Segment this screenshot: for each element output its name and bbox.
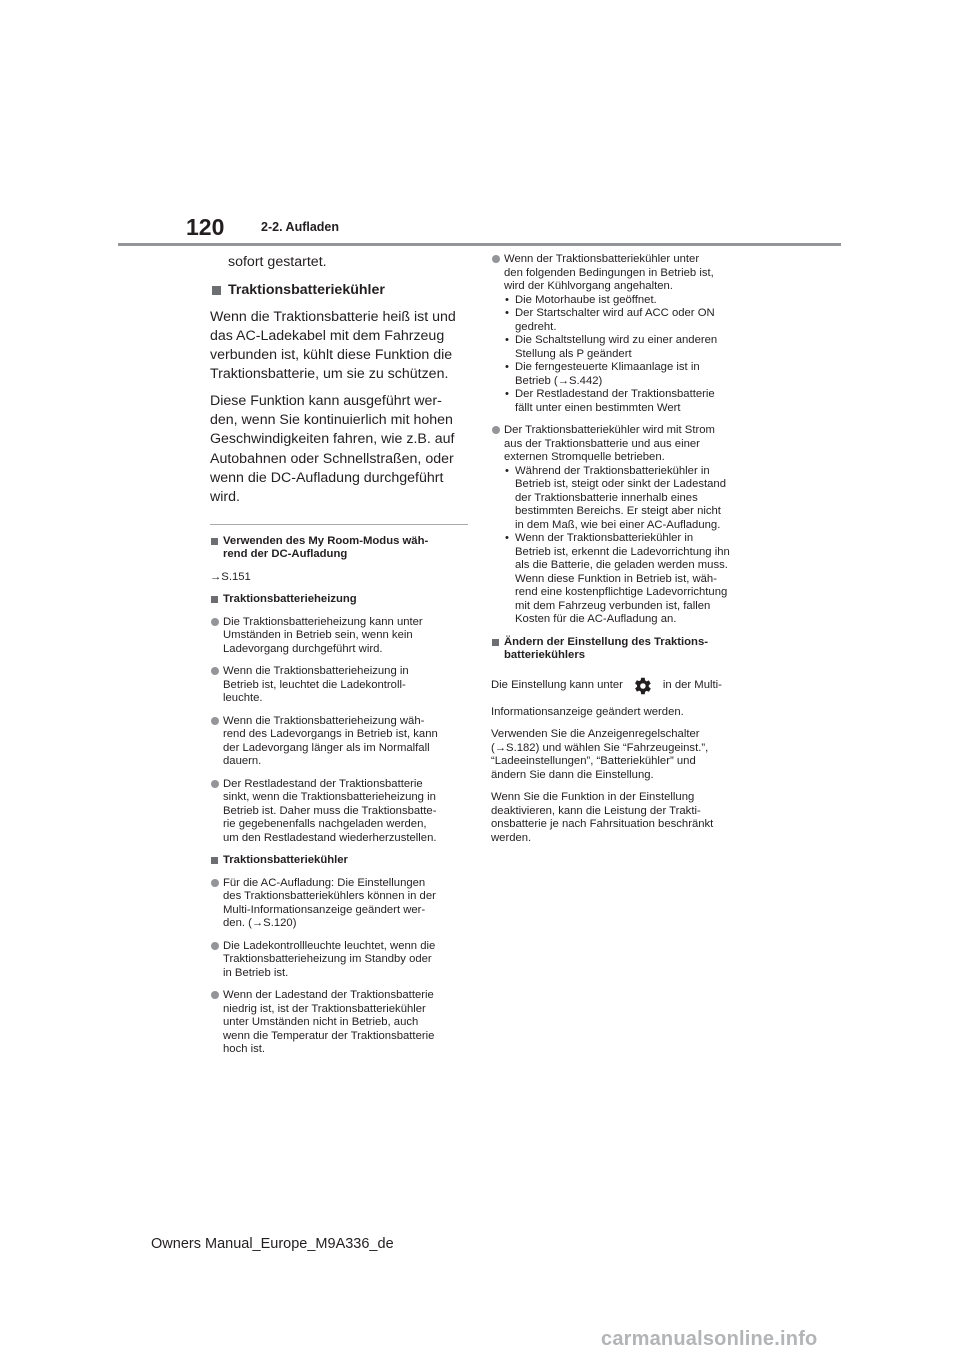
text-line: rie gegebenenfalls nachgeladen werden, [223,818,427,831]
bullet-item [491,424,753,627]
text-line: Der Restladestand der Traktionsbatterie [515,388,715,400]
text-line: Wenn die Traktionsbatterie heiß ist und [210,308,456,325]
circle-bullet-icon [211,991,219,999]
text-line: in der Multi- [662,678,722,691]
text-line: niedrig ist, ist der Traktionsbatteriekühler [223,1002,426,1015]
text-line: Stellung als P geändert [515,347,632,360]
dot-bullet-icon: • [505,361,509,373]
text-line: Die Traktionsbatterieheizung kann unter [223,615,423,628]
text-line: Betrieb (→S.442) [515,374,603,387]
text-line: externen Stromquelle betrieben. [504,451,665,463]
text-line: “Ladeeinstellungen”, “Batteriekühler” und [491,755,696,767]
text-line: den, wenn Sie kontinuierlich mit hohen [210,412,453,429]
text-line: Betrieb ist, erkennt die Ladevorrichtung ihn [515,545,730,558]
sub-bullet-item [504,294,753,308]
sub-bullet-item [504,532,753,627]
note-heading-heater [210,593,468,607]
text-line: mit dem Fahrzeug verbunden ist, fallen [515,599,711,612]
text-line: Ändern der Einstellung des Traktions- [504,635,709,648]
text-line: den. (→S.120) [223,917,297,930]
text-line: hoch ist. [223,1043,266,1056]
text-line: Wenn Sie die Funktion in der Einstellung [491,791,695,803]
note-heading-cooler [210,854,468,868]
dot-bullet-icon: • [505,532,509,544]
text-line: in dem Maß, wie bei einer AC-Aufladung. [515,518,721,531]
dot-bullet-icon: • [505,293,509,306]
text-line: Der Startschalter wird auf ACC oder ON [515,307,715,319]
text-line: Geschwindigkeiten fahren, wie z.B. auf [210,431,455,448]
circle-bullet-icon [211,717,219,725]
text-line: werden. [491,831,532,844]
text-line: unter Umständen nicht in Betrieb, auch [223,1016,419,1029]
text-line: Kosten für die AC-Aufladung an. [515,613,677,625]
text-line: deaktivieren, kann die Leistung der Trakti- [491,804,701,817]
text-line: Für die AC-Aufladung: Die Einstellungen [223,876,426,889]
section-title: 2-2. Aufladen [261,220,340,234]
paragraph-deactivate [491,791,753,845]
bullet-item [210,989,468,1057]
square-bullet-icon [211,857,218,864]
sub-bullet-item [504,465,753,533]
text-line: Wenn diese Funktion in Betrieb ist, wäh- [515,572,717,585]
text-line: bestimmten Bereichs. Er steigt aber nicht [515,505,721,517]
footer-manual-id: Owners Manual_Europe_M9A336_de [151,1236,394,1252]
sub-bullet-item [504,307,753,334]
text-line: Traktionsbatterieheizung [223,593,357,606]
text-line: Die Schaltstellung wird zu einer anderen [515,334,718,346]
text-line: leuchte. [223,692,263,705]
sub-bullet-item [504,334,753,361]
text-line: dauern. [223,755,262,768]
circle-bullet-icon [492,426,500,434]
text-line: Wenn der Traktionsbatteriekühler in [515,532,694,544]
circle-bullet-icon [211,780,219,788]
page-reference: →S.151 [210,570,251,583]
bullet-item [210,778,468,846]
text-line: Verwenden des My Room-Modus wäh- [223,534,429,547]
section-heading-text: Traktionsbatteriekühler [228,282,385,299]
text-line: der Traktionsbatterie innerhalb eines [515,491,698,504]
right-column [491,253,753,854]
note-heading-my-room [210,535,468,562]
bullet-item [210,940,468,981]
circle-bullet-icon [211,879,219,887]
square-bullet-icon [492,639,499,646]
text-line: Wenn der Traktionsbatteriekühler unter [504,253,700,265]
text-line: wenn die Temperatur der Traktionsbatterie [223,1029,435,1042]
gear-icon [631,675,653,697]
text-line: Traktionsbatteriekühler [223,854,348,867]
square-bullet-icon [211,538,218,545]
text-line: aus der Traktionsbatterie und aus einer [504,437,700,450]
page-number: 120 [186,214,225,240]
note-heading-change-setting [491,636,753,663]
section-divider [210,524,468,525]
text-line: wird der Kühlvorgang angehalten. [504,280,673,292]
paragraph-cooling-conditions [210,392,468,508]
dot-bullet-icon: • [505,334,509,346]
text-line: in Betrieb ist. [223,966,289,979]
bullet-item [210,616,468,657]
text-line: ändern Sie dann die Einstellung. [491,768,654,781]
circle-bullet-icon [211,942,219,950]
text-line: Die ferngesteuerte Klimaanlage ist in [515,361,700,373]
section-heading [210,281,468,300]
text-line: Betrieb ist, steigt oder sinkt der Ladestand [515,478,726,490]
text-line: fällt unter einen bestimmten Wert [515,401,681,414]
circle-bullet-icon [211,667,219,675]
text-line: gedreht. [515,320,557,333]
text-line: Diese Funktion kann ausgeführt wer- [210,392,442,409]
dot-bullet-icon: • [505,307,509,319]
left-column [210,253,468,1066]
text-line: rend der DC-Aufladung [223,548,348,561]
text-line: wird. [210,489,240,506]
circle-bullet-icon [492,255,500,263]
bullet-item [210,665,468,706]
text-line: um den Restladestand wiederherzustellen. [223,831,437,844]
text-line: Während der Traktionsbatteriekühler in [515,464,710,477]
paragraph-cooling-purpose [210,308,468,385]
text-line: Die Ladekontrollleuchte leuchtet, wenn die [223,939,436,952]
text-line: als die Batterie, die geladen werden muss. [515,559,728,571]
dot-bullet-icon: • [505,464,509,477]
paragraph-instructions [491,728,753,782]
text-line: rend des Ladevorgangs in Betrieb ist, kann [223,728,438,741]
text-line: Wenn die Traktionsbatterieheizung in [223,665,409,678]
setting-line [491,675,753,697]
text-line: Autobahnen oder Schnellstraßen, oder [210,450,454,467]
sub-bullet-item [504,388,753,415]
text-line: den folgenden Bedingungen in Betrieb ist, [504,266,714,279]
text-line: verbunden ist, kühlt diese Funktion die [210,347,453,364]
text-line: Die Motorhaube ist geöffnet. [515,293,657,306]
circle-bullet-icon [211,618,219,626]
text-line: Traktionsbatterieheizung im Standby oder [223,953,432,966]
text-line: Wenn die Traktionsbatterieheizung wäh- [223,714,425,727]
text-line: batteriekühlers [504,649,585,661]
bullet-item [210,715,468,769]
text-line: Traktionsbatterie, um sie zu schützen. [210,366,449,383]
text-line: der Ladevorgang länger als im Normalfall [223,741,430,754]
bullet-item [491,253,753,415]
setting-line-2: Informationsanzeige geändert werden. [491,705,684,718]
header-rule [118,243,841,246]
watermark: carmanualsonline.info [601,1328,818,1350]
text-line: onsbatterie je nach Fahrsituation beschränkt [491,818,714,830]
sub-bullet-item [504,361,753,388]
text-line: das AC-Ladekabel mit dem Fahrzeug [210,327,445,344]
text-line: des Traktionsbatteriekühlers können in der [223,890,436,903]
text-line: Betrieb ist. Daher muss die Traktionsbatte- [223,804,437,817]
intro-line: sofort gestartet. [228,254,327,270]
square-bullet-icon [211,596,218,603]
text-line: sinkt, wenn die Traktionsbatterieheizung in [223,791,436,804]
text-line: Multi-Informationsanzeige geändert wer- [223,903,426,916]
text-line: Der Traktionsbatteriekühler wird mit Strom [504,424,715,436]
text-line: Umständen in Betrieb sein, wenn kein [223,629,413,642]
text-line: wenn die DC-Aufladung durchgeführt [210,469,444,486]
text-line: Betrieb ist, leuchtet die Ladekontroll- [223,678,406,691]
bullet-item [210,877,468,931]
text-line: rend eine kostenpflichtige Ladevorrichtung [515,586,728,598]
text-line: Ladevorgang durchgeführt wird. [223,642,383,655]
text-line: Die Einstellung kann unter [491,678,623,691]
square-bullet-icon [212,286,221,295]
text-line: (→S.182) und wählen Sie “Fahrzeugeinst.”, [491,741,709,754]
text-line: Der Restladestand der Traktionsbatterie [223,777,423,790]
text-line: Wenn der Ladestand der Traktionsbatterie [223,989,434,1002]
dot-bullet-icon: • [505,388,509,400]
text-line: Verwenden Sie die Anzeigenregelschalter [491,728,700,740]
